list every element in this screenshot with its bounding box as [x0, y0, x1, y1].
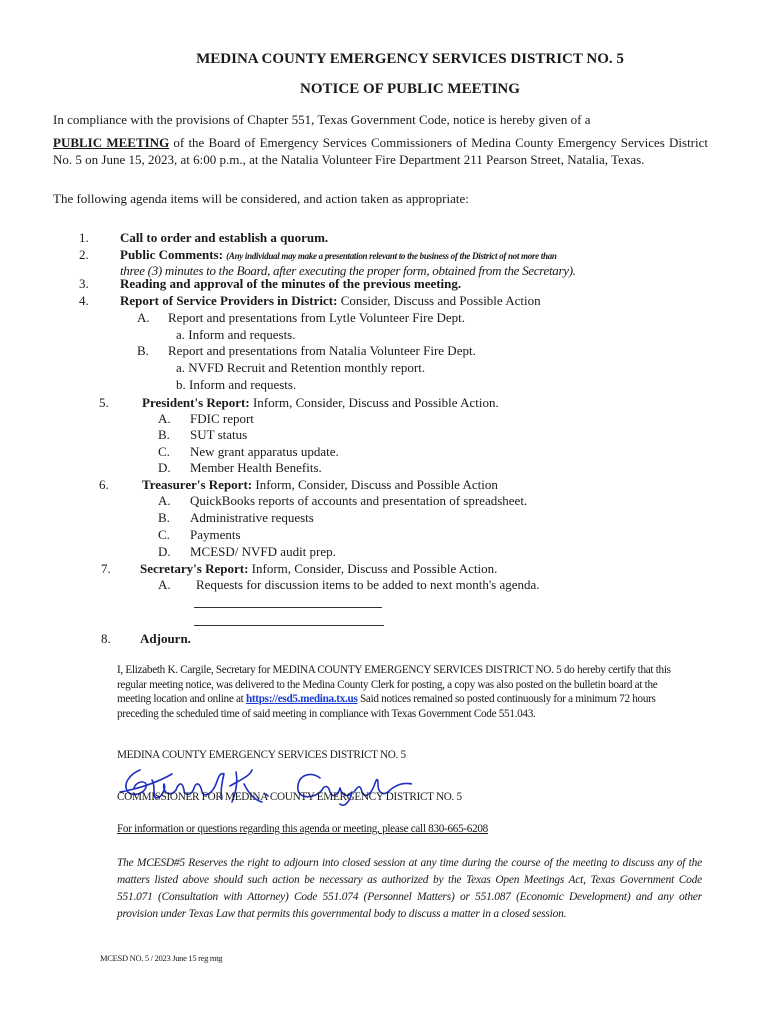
sub-item-fdic-report: FDIC report — [190, 411, 254, 426]
sub-item-discussion-requests: Requests for discussion items to be added to next month's agenda. — [196, 577, 540, 592]
agenda-item-public-comments — [120, 247, 557, 263]
sub-item-letter: D. — [158, 544, 171, 559]
intro-line: In compliance with the provisions of Chapter 551, Texas Government Code, notice is hereby given of a — [53, 112, 591, 127]
agenda-item-number: 4. — [79, 293, 89, 308]
sub-item-health-benefits: Member Health Benefits. — [190, 460, 322, 475]
sub-item-letter: A. — [158, 493, 171, 508]
agenda-item-number: 7. — [101, 561, 111, 576]
sub-item-letter: B. — [158, 510, 170, 525]
signer-title: COMMISSIONER FOR MEDINA COUNTY EMERGENCY DISTRICT NO. 5 — [117, 791, 462, 803]
public-meeting-label: PUBLIC MEETING — [53, 135, 170, 150]
sub-item-letter: D. — [158, 460, 171, 475]
blank-line — [194, 607, 382, 608]
agenda-item-number: 1. — [79, 230, 89, 245]
sub-item-sut-status: SUT status — [190, 427, 248, 442]
sub-item-natalia-report: Report and presentations from Natalia Volunteer Fire Dept. — [168, 343, 476, 358]
intro-paragraph — [53, 135, 708, 168]
document-title: MEDINA COUNTY EMERGENCY SERVICES DISTRICT NO. 5 — [196, 51, 624, 67]
certification-text-continued: Said notices remained so posted continuously for a minimum 72 hours preceding the scheduled time of said meeting in compliance with Texas Government Code 551.043. — [117, 693, 656, 720]
sub-sub-item-nvfd-recruit: a. NVFD Recruit and Retention monthly report. — [176, 360, 426, 375]
agenda-item-service-providers — [120, 293, 541, 309]
agenda-item-number: 3. — [79, 276, 89, 291]
sub-sub-item-inform: a. Inform and requests. — [176, 327, 296, 342]
public-comments-note: (Any individual may make a presentation relevant to the business of the District of not more than — [226, 251, 557, 261]
sub-item-letter: A. — [158, 411, 171, 426]
certification-statement — [117, 663, 677, 721]
intro-paragraph-text: of the Board of Emergency Services Commissioners of Medina County Emergency Services District No. 5 on June 15, 2023, at 6:00 p.m., at the Natalia Volunteer Fire Department 211 Pearson Street, Natalia, Texas. — [53, 135, 709, 167]
public-comments-note-continued: three (3) minutes to the Board, after executing the proper form, obtained from the Secretary). — [120, 263, 576, 278]
service-providers-action: Consider, Discuss and Possible Action — [337, 293, 541, 308]
sub-item-admin-requests: Administrative requests — [190, 510, 314, 525]
treasurer-report-label: Treasurer's Report: — [142, 477, 253, 492]
page-footer: MCESD NO. 5 / 2023 June 15 reg mtg — [100, 953, 223, 963]
sub-item-quickbooks: QuickBooks reports of accounts and presentation of spreadsheet. — [190, 493, 528, 508]
sub-item-letter: C. — [158, 527, 170, 542]
sub-item-grant-update: New grant apparatus update. — [190, 444, 339, 459]
public-comments-label: Public Comments: — [120, 247, 223, 262]
sub-item-audit-prep: MCESD/ NVFD audit prep. — [190, 544, 336, 559]
agenda-item-call-to-order: Call to order and establish a quorum. — [120, 230, 329, 245]
agenda-item-minutes: Reading and approval of the minutes of the previous meeting. — [120, 276, 462, 291]
sub-item-letter: C. — [158, 444, 170, 459]
sub-item-letter: B. — [158, 427, 170, 442]
sub-item-lytle-report: Report and presentations from Lytle Volunteer Fire Dept. — [168, 310, 466, 325]
sub-item-letter: A. — [137, 310, 150, 325]
president-report-label: President's Report: — [142, 395, 250, 410]
agenda-item-secretary-report — [140, 561, 497, 577]
sub-item-letter: A. — [158, 577, 171, 592]
service-providers-label: Report of Service Providers in District: — [120, 293, 338, 308]
agenda-item-treasurer-report — [142, 477, 498, 493]
agenda-item-president-report — [142, 395, 499, 411]
agenda-item-number: 5. — [99, 395, 109, 410]
certification-text: I, Elizabeth K. Cargile, Secretary for MEDINA COUNTY EMERGENCY SERVICES DISTRICT NO. 5 do hereby certify that this regular meeting notice, was delivered to the Medina County Clerk for posting, a copy was also posted on the bulletin board at the meeting location and online at — [117, 664, 671, 705]
closed-session-notice: The MCESD#5 Reserves the right to adjourn into closed session at any time during the course of the meeting to discuss any of the matters listed above should such action be necessary as authorized by the Texas Open Meetings Act, Texas Government Code 551.071 (Consultation with Attorney) Code 551.074 (Personnel Matters) or 551.087 (Economic Development) and any other provision under Texas Law that permits this governmental body to discuss a matter in a closed session. — [117, 857, 702, 920]
agenda-item-number: 8. — [101, 631, 111, 646]
agenda-item-adjourn: Adjourn. — [140, 631, 191, 646]
agenda-item-number: 2. — [79, 247, 89, 262]
blank-line — [194, 625, 384, 626]
handwritten-signature — [112, 762, 412, 812]
district-name: MEDINA COUNTY EMERGENCY SERVICES DISTRICT NO. 5 — [117, 749, 406, 761]
website-link[interactable]: https://esd5.medina.tx.us — [245, 693, 358, 705]
agenda-intro: The following agenda items will be considered, and action taken as appropriate: — [53, 191, 469, 206]
agenda-item-number: 6. — [99, 477, 109, 492]
document-subtitle: NOTICE OF PUBLIC MEETING — [300, 81, 520, 97]
contact-info: For information or questions regarding this agenda or meeting, please call 830-665-6208 — [117, 823, 488, 835]
sub-item-payments: Payments — [190, 527, 241, 542]
treasurer-report-action: Inform, Consider, Discuss and Possible Action — [252, 477, 498, 492]
sub-sub-item-inform: b. Inform and requests. — [176, 377, 297, 392]
secretary-report-label: Secretary's Report: — [140, 561, 249, 576]
president-report-action: Inform, Consider, Discuss and Possible Action. — [249, 395, 499, 410]
secretary-report-action: Inform, Consider, Discuss and Possible Action. — [248, 561, 498, 576]
sub-item-letter: B. — [137, 343, 149, 358]
